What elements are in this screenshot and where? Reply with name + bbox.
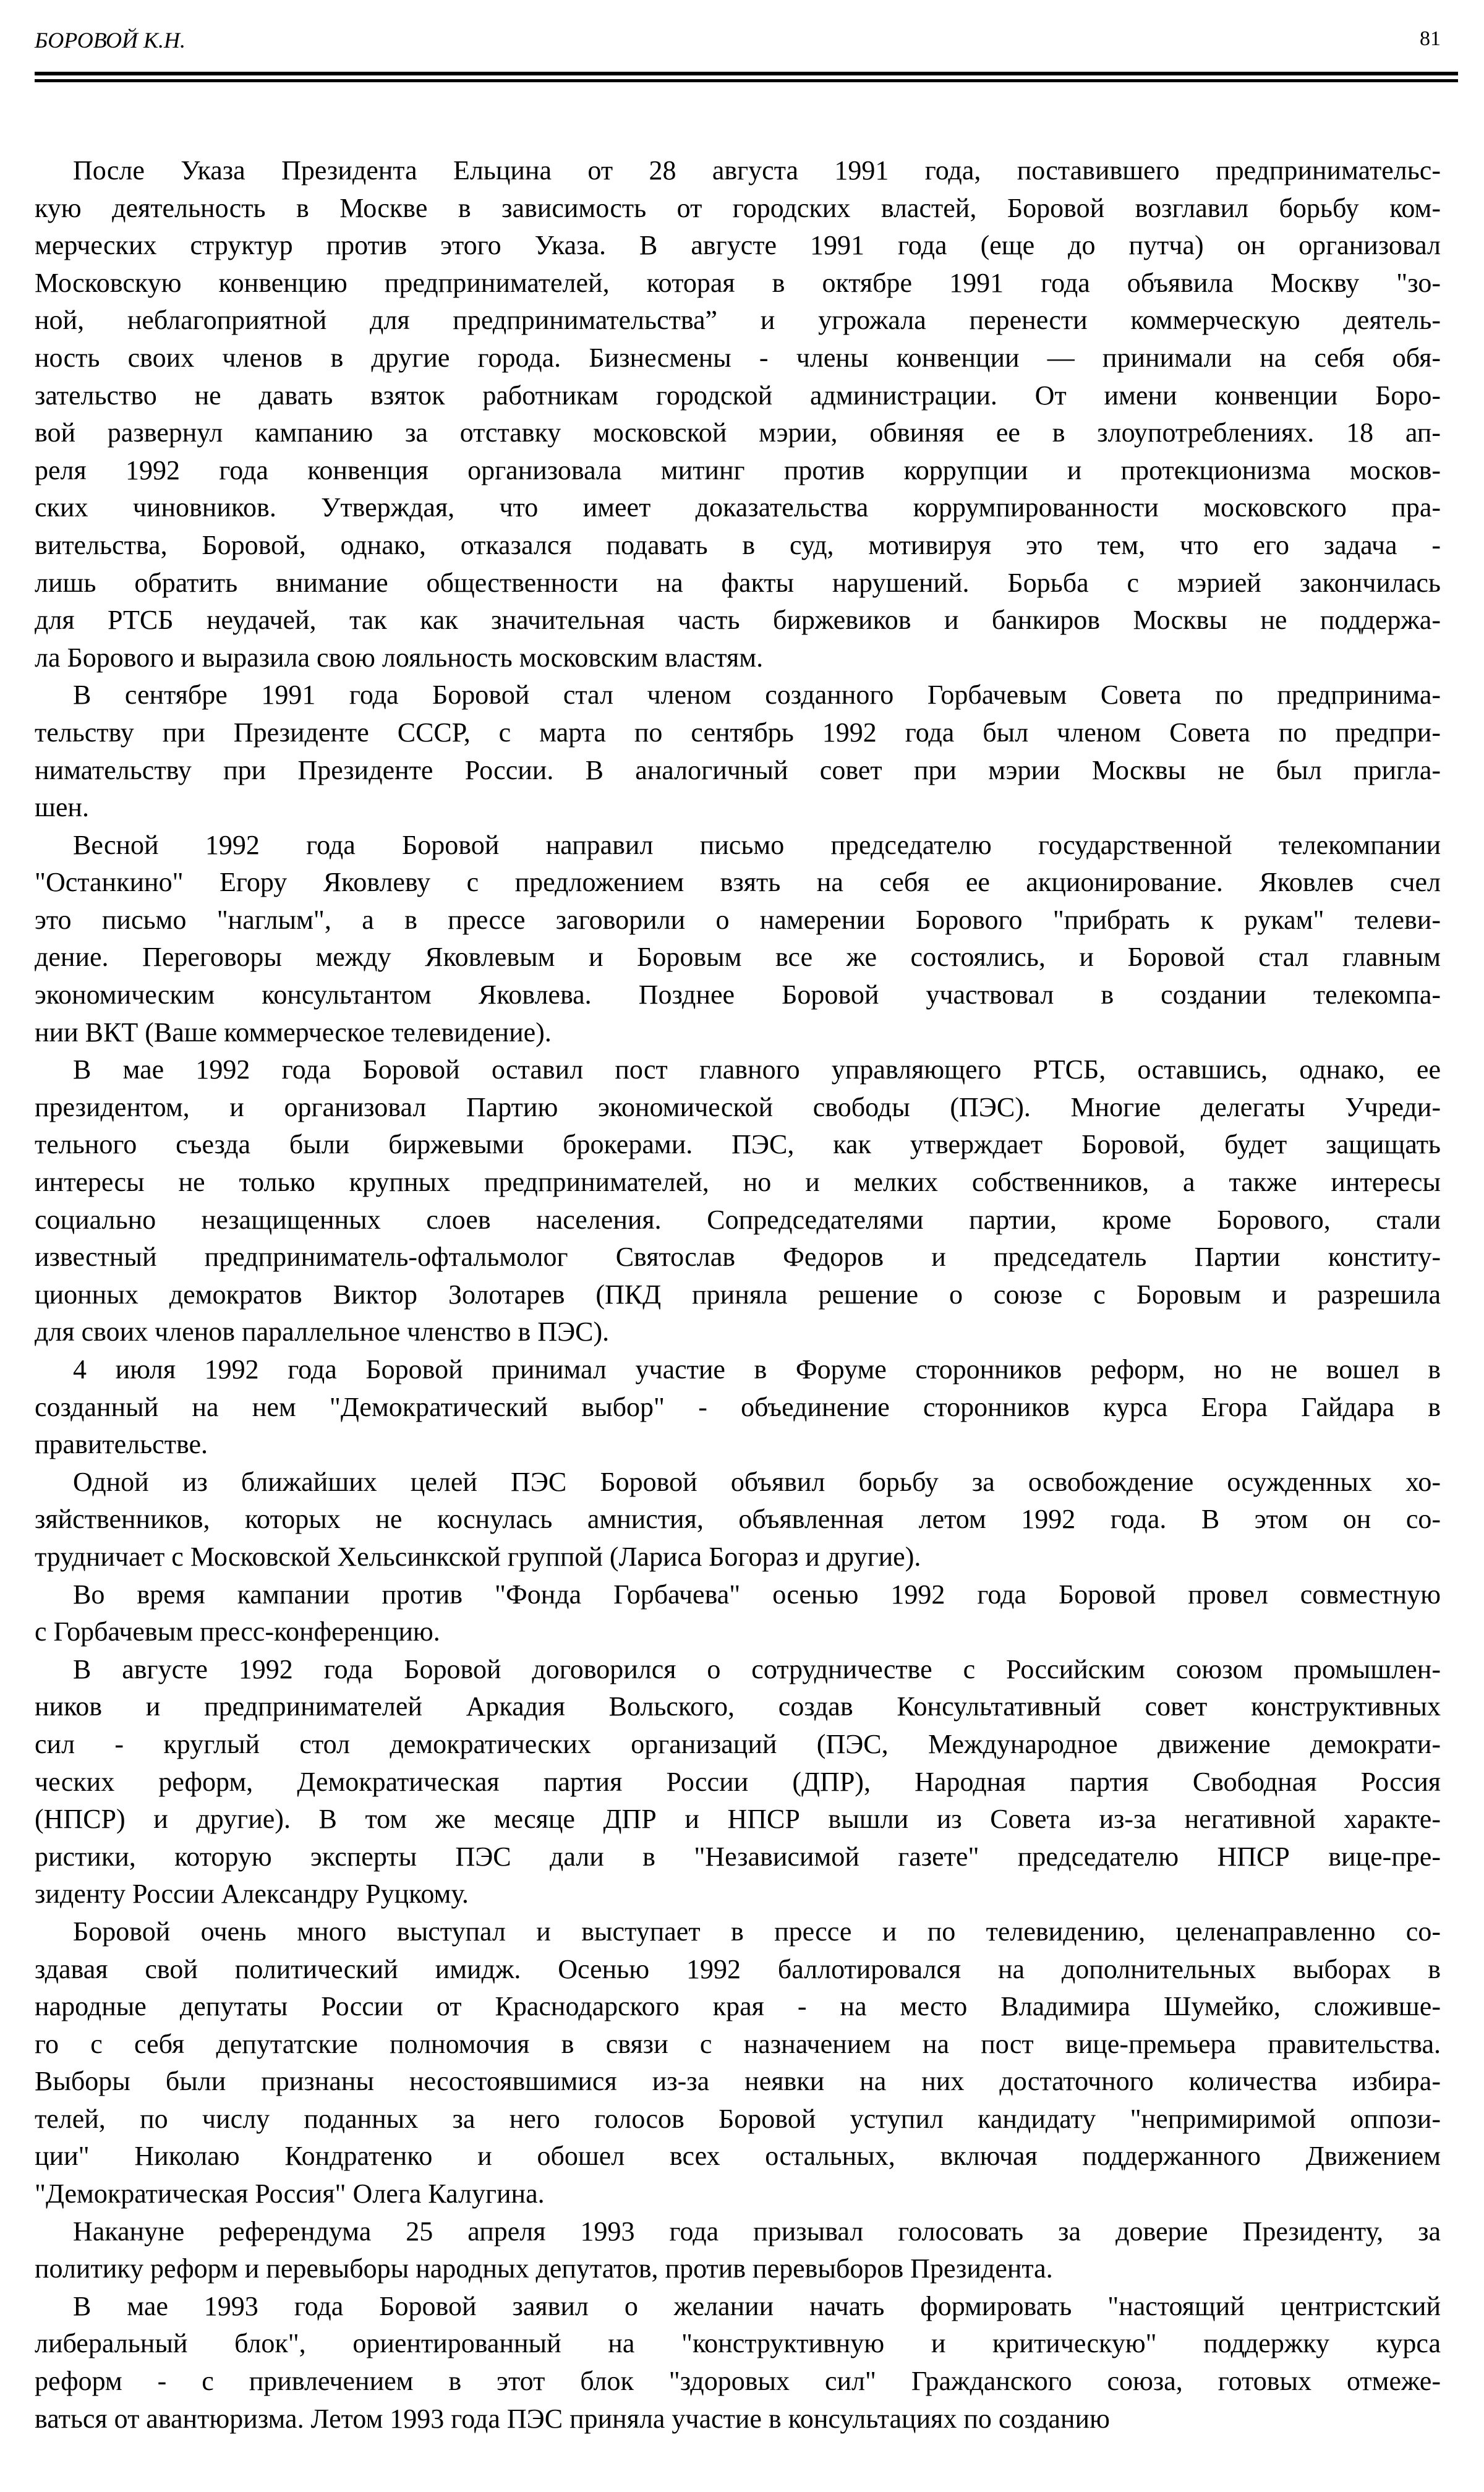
paragraph [35,152,1441,676]
text-line: "Демократическая Россия" Олега Калугина. [35,2178,545,2209]
text-line: 4 июля 1992 года Боровой принимал участие в Форуме сторонников реформ, но не вошел в [73,1354,1441,1385]
text-line: Московскую конвенцию предпринимателей, которая в октябре 1991 года объявила Москву "зо- [35,267,1441,298]
text-line: го с себя депутатские полномочия в связи с назначением на пост вице-премьера правительства. [35,2028,1441,2059]
text-line: дение. Переговоры между Яковлевым и Боровым все же состоялись, и Боровой стал главным [35,942,1441,973]
text-line: нии ВКТ (Ваше коммерческое телевидение). [35,1017,552,1048]
paragraph [35,1651,1441,1913]
text-line: здавая свой политический имидж. Осенью 1992 баллотировался на дополнительных выборах в [35,1953,1441,1984]
text-line: Выборы были признаны несостоявшимися из-за неявки на них достаточного количества избира- [35,2066,1441,2097]
header-rule-bottom [35,79,1458,82]
text-line: После Указа Президента Ельцина от 28 августа 1991 года, поставившего предпринимательс- [73,155,1441,186]
text-line: зательство не давать взяток работникам городской администрации. От имени конвенции Боро- [35,380,1441,411]
text-line: "Останкино" Егору Яковлеву с предложением взять на себя ее акционирование. Яковлев счел [35,867,1441,898]
paragraph [35,1051,1441,1351]
text-line: ционных демократов Виктор Золотарев (ПКД приняла решение о союзе с Боровым и разрешила [35,1279,1441,1310]
paragraph [35,676,1441,826]
text-line: трудничает с Московской Хельсинкской группой (Лариса Богораз и другие). [35,1541,921,1572]
text-line: либеральный блок", ориентированный на "конструктивную и критическую" поддержку курса [35,2328,1441,2359]
text-line: мерческих структур против этого Указа. В августе 1991 года (еще до путча) он организовал [35,230,1441,261]
paragraph [35,2288,1441,2438]
text-line: ной, неблагоприятной для предпринимательства” и угрожала перенести коммерческую деятель- [35,305,1441,336]
text-line: шен. [35,792,89,823]
text-line: известный предприниматель-офтальмолог Святослав Федоров и председатель Партии конститу- [35,1242,1441,1273]
text-line: с Горбачевым пресс-конференцию. [35,1616,440,1647]
paragraph [35,2213,1441,2288]
text-line: ристики, которую эксперты ПЭС дали в "Независимой газете" председателю НПСР вице-пре- [35,1841,1441,1872]
text-line: ческих реформ, Демократическая партия России (ДПР), Народная партия Свободная Россия [35,1766,1441,1797]
text-line: лишь обратить внимание общественности на факты нарушений. Борьба с мэрией закончилась [35,567,1441,598]
text-line: вительства, Боровой, однако, отказался подавать в суд, мотивируя это тем, что его задача - [35,529,1441,560]
text-line: политику реформ и перевыборы народных депутатов, против перевыборов Президента. [35,2253,1053,2284]
text-line: Накануне референдума 25 апреля 1993 года призывал голосовать за доверие Президенту, за [73,2216,1441,2247]
text-line: (НПСР) и другие). В том же месяце ДПР и НПСР вышли из Совета из-за негативной характе- [35,1804,1441,1835]
text-line: зиденту России Александру Руцкому. [35,1879,469,1910]
text-line: сил - круглый стол демократических организаций (ПЭС, Международное движение демократи- [35,1728,1441,1759]
text-line: тельству при Президенте СССР, с марта по сентябрь 1992 года был членом Совета по предпри- [35,717,1441,748]
text-line: реформ - с привлечением в этот блок "здоровых сил" Гражданского союза, готовых отмеже- [35,2366,1441,2397]
text-line: ников и предпринимателей Аркадия Вольского, создав Консультативный совет конструктивных [35,1691,1441,1722]
text-line: Во время кампании против "Фонда Горбачева" осенью 1992 года Боровой провел совместную [73,1579,1441,1610]
running-head: БОРОВОЙ К.Н. [35,28,186,53]
text-line: народные депутаты России от Краснодарского края - на место Владимира Шумейко, сложивше- [35,1991,1441,2022]
text-line: это письмо "наглым", а в прессе заговорили о намерении Борового "прибрать к рукам" телеви- [35,904,1441,935]
page-number: 81 [1420,27,1441,50]
text-line: реля 1992 года конвенция организовала митинг против коррупции и протекционизма москов- [35,454,1441,485]
text-line: экономическим консультантом Яковлева. Позднее Боровой участвовал в создании телекомпа- [35,979,1441,1010]
text-line: тельного съезда были биржевыми брокерами. ПЭС, как утверждает Боровой, будет защищать [35,1129,1441,1160]
text-line: ла Борового и выразила свою лояльность московским властям. [35,642,764,673]
text-line: президентом, и организовал Партию экономической свободы (ПЭС). Многие делегаты Учреди- [35,1091,1441,1122]
text-line: социально незащищенных слоев населения. Сопредседателями партии, кроме Борового, стали [35,1204,1441,1235]
paragraph [35,1913,1441,2213]
paragraph [35,1576,1441,1651]
text-line: ции" Николаю Кондратенко и обошел всех остальных, включая поддержанного Движением [35,2141,1441,2172]
paragraph [35,1351,1441,1464]
text-line: ваться от авантюризма. Летом 1993 года ПЭС приняла участие в консультациях по созданию [35,2403,1110,2434]
text-line: вой развернул кампанию за отставку московской мэрии, обвиняя ее в злоупотреблениях. 18 ап- [35,417,1441,448]
text-line: В сентябре 1991 года Боровой стал членом созданного Горбачевым Совета по предпринима- [73,680,1441,710]
text-line: для РТСБ неудачей, так как значительная часть биржевиков и банкиров Москвы не поддержа- [35,605,1441,636]
text-line: Боровой очень много выступал и выступает в прессе и по телевидению, целенаправленно со- [73,1916,1441,1947]
text-line: Одной из ближайших целей ПЭС Боровой объявил борьбу за освобождение осужденных хо- [73,1466,1441,1497]
text-line: созданный на нем "Демократический выбор" - объединение сторонников курса Егора Гайдара в [35,1391,1441,1422]
text-line: для своих членов параллельное членство в ПЭС). [35,1316,610,1347]
text-line: В мае 1992 года Боровой оставил пост главного управляющего РТСБ, оставшись, однако, ее [73,1054,1441,1085]
text-line: ность своих членов в другие города. Бизнесмены - члены конвенции — принимали на себя обя- [35,342,1441,373]
text-line: кую деятельность в Москве в зависимость от городских властей, Боровой возглавил борьбу ком- [35,192,1441,223]
paragraph [35,827,1441,1052]
text-line: правительстве. [35,1429,208,1460]
text-line: В августе 1992 года Боровой договорился о сотрудничестве с Российским союзом промышлен- [73,1654,1441,1684]
text-line: ских чиновников. Утверждая, что имеет доказательства коррумпированности московского пра- [35,492,1441,523]
text-line: Весной 1992 года Боровой направил письмо председателю государственной телекомпании [73,829,1441,860]
header-rule-top [35,72,1458,75]
text-line: В мае 1993 года Боровой заявил о желании начать формировать "настоящий центристский [73,2290,1441,2321]
paragraph [35,1464,1441,1576]
text-line: телей, по числу поданных за него голосов Боровой уступил кандидату "непримиримой оппози- [35,2103,1441,2134]
text-line: нимательству при Президенте России. В аналогичный совет при мэрии Москвы не был пригла- [35,754,1441,785]
body-text [35,152,1441,2438]
text-line: интересы не только крупных предпринимателей, но и мелких собственников, а также интересы [35,1167,1441,1198]
text-line: зяйственников, которых не коснулась амнистия, объявленная летом 1992 года. В этом он со- [35,1504,1441,1535]
